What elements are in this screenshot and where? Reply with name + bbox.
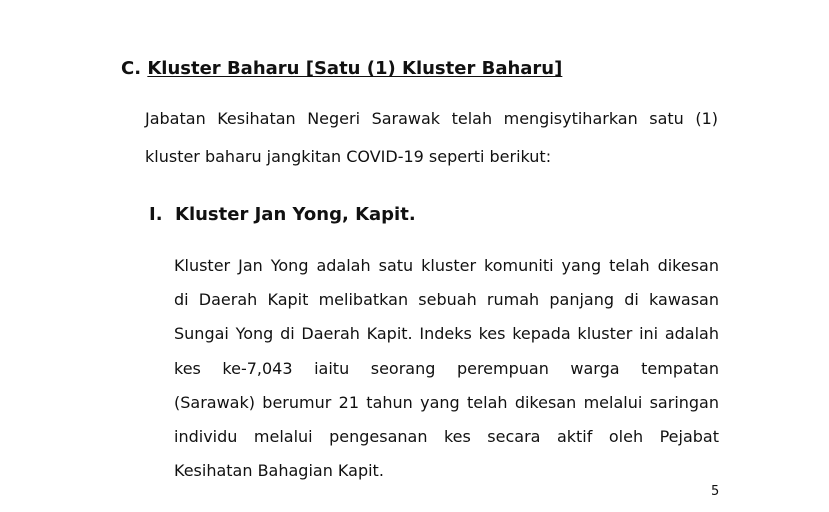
subsection-title: Kluster Jan Yong, Kapit.	[175, 204, 416, 225]
intro-paragraph	[145, 100, 718, 176]
body-line: kes ke-7,043 iaitu seorang perempuan warga tempatan	[174, 358, 719, 378]
body-line: Kesihatan Bahagian Kapit.	[174, 461, 384, 481]
body-line: individu melalui pengesanan kes secara aktif oleh Pejabat	[174, 427, 719, 447]
section-heading	[121, 58, 562, 79]
section-label: C.	[121, 58, 142, 79]
section-title: Kluster Baharu [Satu (1) Kluster Baharu]	[147, 58, 563, 79]
subsection-heading	[149, 204, 416, 225]
page-number: 5	[711, 484, 720, 499]
body-paragraph	[174, 249, 719, 488]
subsection-number: I.	[149, 204, 163, 225]
intro-line: Jabatan Kesihatan Negeri Sarawak telah mengisytiharkan satu (1)	[145, 109, 718, 128]
body-line: Sungai Yong di Daerah Kapit. Indeks kes kepada kluster ini adalah	[174, 324, 719, 344]
body-line: di Daerah Kapit melibatkan sebuah rumah panjang di kawasan	[174, 290, 719, 310]
body-line: Kluster Jan Yong adalah satu kluster komuniti yang telah dikesan	[174, 256, 719, 275]
body-line: (Sarawak) berumur 21 tahun yang telah dikesan melalui saringan	[174, 392, 719, 412]
intro-line: kluster baharu jangkitan COVID-19 seperti berikut:	[145, 147, 552, 166]
